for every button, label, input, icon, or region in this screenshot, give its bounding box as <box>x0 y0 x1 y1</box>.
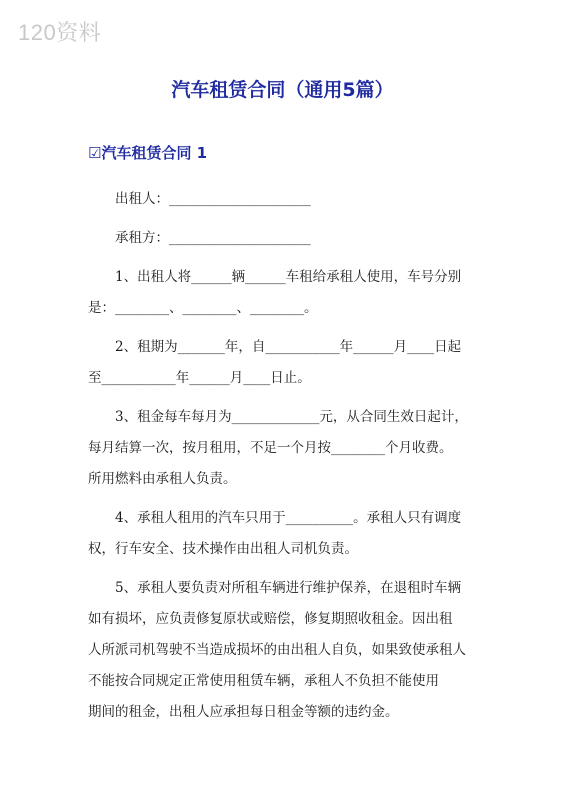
clause-3-line-3: 所用燃料由承租人负责。 <box>88 471 237 487</box>
clause-3-line-1: 3、租金每车每月为_____________元，从合同生效日起计， <box>115 409 468 425</box>
clause-4-line-2: 权，行车安全、技术操作由出租人司机负责。 <box>88 541 358 557</box>
clause-1-line-2: 是：________、________、________。 <box>88 300 318 316</box>
watermark: 120资料 <box>18 20 102 45</box>
clause-5-line-1: 5、承租人要负责对所租车辆进行维护保养，在退租时车辆 <box>115 580 462 596</box>
clause-3-line-2: 每月结算一次，按月租用，不足一个月按________个月收费。 <box>88 440 453 456</box>
clause-2-line-1: 2、租期为_______年，自___________年______月____日起 <box>115 339 462 355</box>
clause-2-line-2: 至___________年______月____日止。 <box>88 370 311 386</box>
document-title: 汽车租赁合同（通用5篇） <box>171 79 394 101</box>
lessor-line: 出租人：_____________________ <box>115 191 311 207</box>
clause-1-line-1: 1、出租人将______辆______车租给承租人使用，车号分别 <box>115 269 462 285</box>
clause-5-line-2: 如有损坏，应负责修复原状或赔偿，修复期照收租金。因出租 <box>88 611 453 627</box>
clause-5-line-4: 不能按合同规定正常使用租赁车辆，承租人不负担不能使用 <box>88 673 439 689</box>
clause-5-line-3: 人所派司机驾驶不当造成损坏的由出租人自负，如果致使承租人 <box>88 642 466 658</box>
lessee-line: 承租方：_____________________ <box>115 230 311 246</box>
section-heading: ☑汽车租赁合同 1 <box>88 144 208 162</box>
clause-5-line-5: 期间的租金，出租人应承担每日租金等额的违约金。 <box>88 704 399 720</box>
clause-4-line-1: 4、承租人租用的汽车只用于__________。承租人只有调度 <box>115 510 462 526</box>
